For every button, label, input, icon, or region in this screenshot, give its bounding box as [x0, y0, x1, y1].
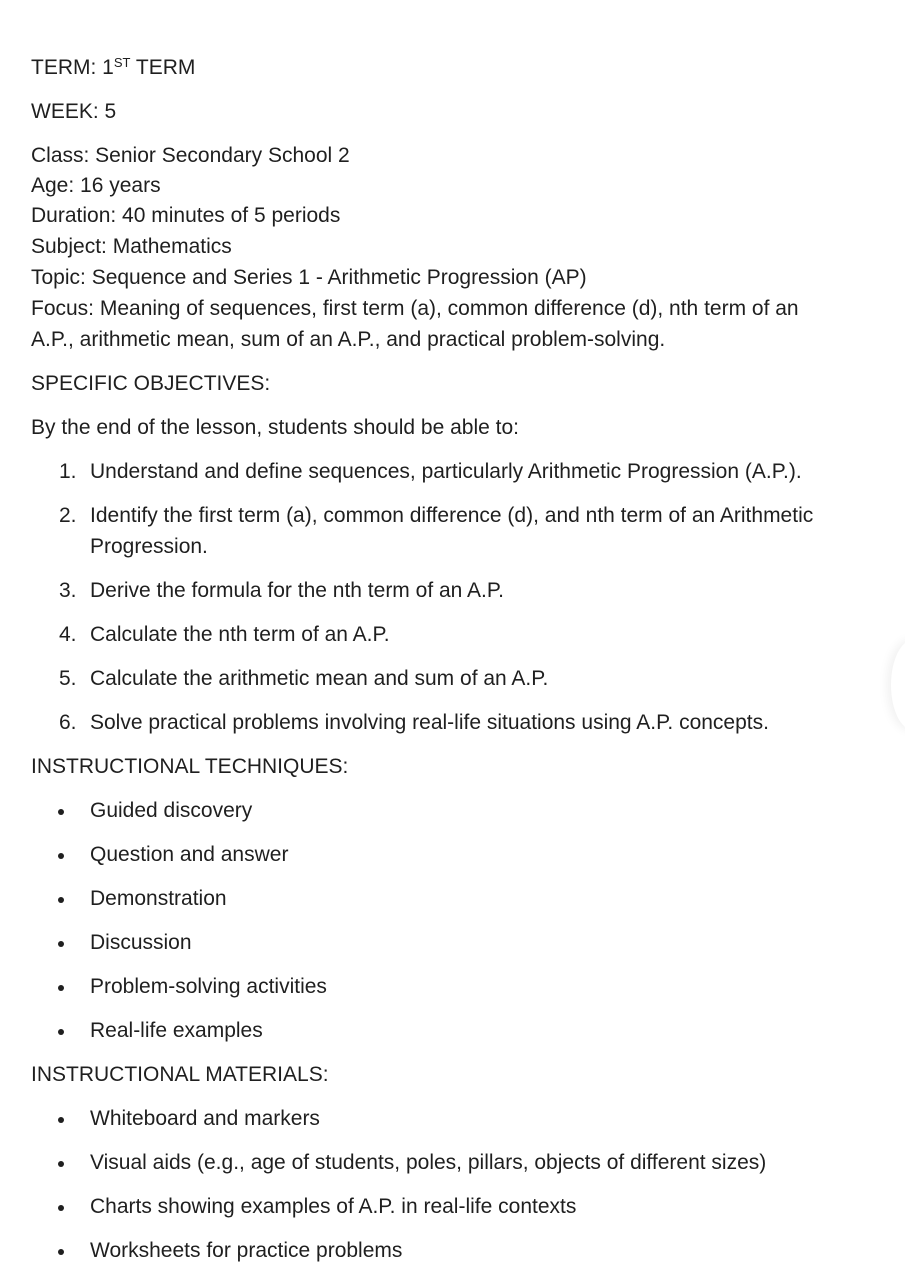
objective-number: 2. — [59, 504, 77, 527]
age-line: Age: 16 years — [31, 174, 161, 197]
technique-item: Guided discovery — [90, 799, 253, 822]
bullet-icon — [58, 1117, 64, 1123]
material-item: Worksheets for practice problems — [90, 1239, 403, 1262]
term-ordinal-suffix: ST — [113, 55, 131, 70]
focus-line-1: Focus: Meaning of sequences, first term (a), common difference (d), nth term of an — [31, 297, 799, 320]
scroll-edge-shadow — [891, 640, 905, 730]
technique-item: Discussion — [90, 931, 192, 954]
objective-item: Understand and define sequences, particularly Arithmetic Progression (A.P.). — [90, 460, 802, 483]
objectives-intro: By the end of the lesson, students should be able to: — [31, 416, 520, 439]
technique-item: Question and answer — [90, 843, 289, 866]
term-suffix: TERM — [130, 56, 196, 79]
objective-item: Derive the formula for the nth term of an A.P. — [90, 579, 504, 602]
objective-number: 5. — [59, 667, 77, 690]
bullet-icon — [58, 809, 64, 815]
technique-item: Problem-solving activities — [90, 975, 327, 998]
materials-heading: INSTRUCTIONAL MATERIALS: — [31, 1063, 329, 1086]
techniques-heading: INSTRUCTIONAL TECHNIQUES: — [31, 755, 349, 778]
class-line: Class: Senior Secondary School 2 — [31, 144, 350, 167]
objective-item-continuation: Progression. — [90, 535, 208, 558]
material-item: Whiteboard and markers — [90, 1107, 320, 1130]
bullet-icon — [58, 1161, 64, 1167]
objective-number: 3. — [59, 579, 77, 602]
bullet-icon — [58, 1205, 64, 1211]
subject-line: Subject: Mathematics — [31, 235, 232, 258]
technique-item: Real-life examples — [90, 1019, 263, 1042]
bullet-icon — [58, 853, 64, 859]
bullet-icon — [58, 897, 64, 903]
objective-item: Solve practical problems involving real-life situations using A.P. concepts. — [90, 711, 769, 734]
objectives-heading: SPECIFIC OBJECTIVES: — [31, 372, 271, 395]
material-item: Visual aids (e.g., age of students, poles, pillars, objects of different sizes) — [90, 1151, 767, 1174]
material-item: Charts showing examples of A.P. in real-life contexts — [90, 1195, 577, 1218]
objective-number: 6. — [59, 711, 77, 734]
bullet-icon — [58, 985, 64, 991]
bullet-icon — [58, 1029, 64, 1035]
bullet-icon — [58, 941, 64, 947]
term-label: TERM: 1 — [31, 56, 114, 79]
week-line: WEEK: 5 — [31, 100, 117, 123]
objective-number: 1. — [59, 460, 77, 483]
duration-line: Duration: 40 minutes of 5 periods — [31, 204, 341, 227]
bullet-icon — [58, 1249, 64, 1255]
objective-item: Calculate the nth term of an A.P. — [90, 623, 390, 646]
objective-number: 4. — [59, 623, 77, 646]
objective-item: Calculate the arithmetic mean and sum of an A.P. — [90, 667, 549, 690]
term-line — [31, 55, 195, 81]
technique-item: Demonstration — [90, 887, 227, 910]
focus-line-2: A.P., arithmetic mean, sum of an A.P., and practical problem-solving. — [31, 328, 666, 351]
topic-line: Topic: Sequence and Series 1 - Arithmetic Progression (AP) — [31, 266, 587, 289]
objective-item: Identify the first term (a), common difference (d), and nth term of an Arithmetic — [90, 504, 814, 527]
